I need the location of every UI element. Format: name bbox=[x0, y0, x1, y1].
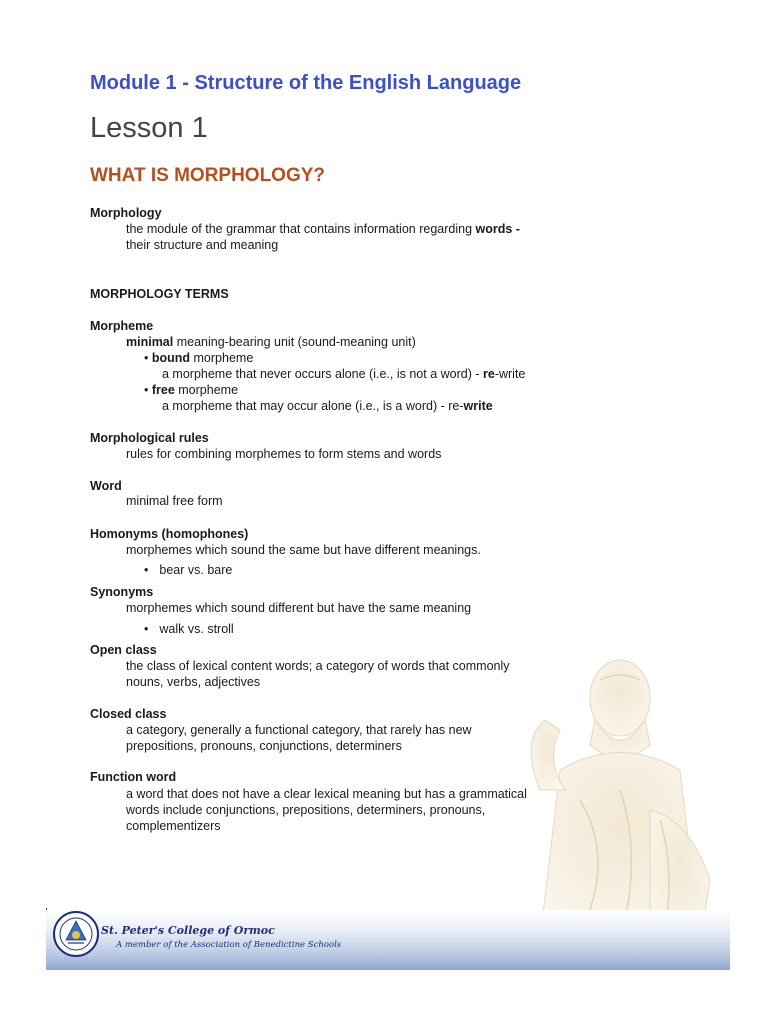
definition-function-word-line3: complementizers bbox=[126, 819, 221, 833]
definition-synonyms: morphemes which sound different but have the same meaning bbox=[126, 601, 472, 615]
lesson-title: Lesson 1 bbox=[90, 112, 208, 144]
term-word: Word bbox=[90, 479, 122, 493]
definition-morpheme: minimal meaning-bearing unit (sound-meaning unit) bbox=[126, 335, 416, 349]
definition-word: minimal free form bbox=[126, 494, 223, 508]
college-seal-logo bbox=[52, 910, 100, 958]
definition-function-word-line2: words include conjunctions, prepositions, determiners, pronouns, bbox=[126, 803, 486, 817]
bullet-icon: • bbox=[144, 622, 149, 636]
bullet-icon: • bbox=[144, 563, 149, 577]
bound-morpheme-definition: a morpheme that never occurs alone (i.e., is not a word) - re-write bbox=[162, 367, 526, 381]
definition-morphological-rules: rules for combining morphemes to form stems and words bbox=[126, 447, 442, 461]
document-body bbox=[90, 0, 568, 900]
section-title: WHAT IS MORPHOLOGY? bbox=[90, 165, 326, 186]
term-synonyms: Synonyms bbox=[90, 585, 154, 599]
synonyms-example: • walk vs. stroll bbox=[144, 622, 234, 636]
term-morphology: Morphology bbox=[90, 206, 162, 220]
definition-morphology-line1: the module of the grammar that contains information regarding words - bbox=[126, 222, 520, 236]
term-function-word: Function word bbox=[90, 770, 177, 784]
homonyms-example: • bear vs. bare bbox=[144, 563, 233, 577]
term-closed-class: Closed class bbox=[90, 707, 167, 721]
definition-closed-class-line1: a category, generally a functional category, that rarely has new bbox=[126, 723, 472, 737]
morphology-terms-heading: MORPHOLOGY TERMS bbox=[90, 287, 229, 301]
free-morpheme-label: • free morpheme bbox=[144, 383, 239, 397]
definition-closed-class-line2: prepositions, pronouns, conjunctions, determiners bbox=[126, 739, 402, 753]
module-title: Module 1 - Structure of the English Language bbox=[90, 72, 522, 94]
definition-homonyms: morphemes which sound the same but have different meanings. bbox=[126, 543, 481, 557]
definition-morphology-line2: their structure and meaning bbox=[126, 238, 279, 252]
definition-function-word-line1: a word that does not have a clear lexical meaning but has a grammatical bbox=[126, 787, 527, 801]
term-morphological-rules: Morphological rules bbox=[90, 431, 209, 445]
definition-open-class-line1: the class of lexical content words; a category of words that commonly bbox=[126, 659, 510, 673]
term-homonyms: Homonyms (homophones) bbox=[90, 527, 249, 541]
college-name: St. Peter's College of Ormoc bbox=[101, 924, 275, 937]
term-open-class: Open class bbox=[90, 643, 157, 657]
definition-open-class-line2: nouns, verbs, adjectives bbox=[126, 675, 261, 689]
bound-morpheme-label: • bound morpheme bbox=[144, 351, 254, 365]
footer-banner bbox=[46, 910, 730, 970]
free-morpheme-definition: a morpheme that may occur alone (i.e., is a word) - re-write bbox=[162, 399, 493, 413]
college-tagline: A member of the Association of Benedictine Schools bbox=[116, 940, 342, 950]
term-morpheme: Morpheme bbox=[90, 319, 154, 333]
